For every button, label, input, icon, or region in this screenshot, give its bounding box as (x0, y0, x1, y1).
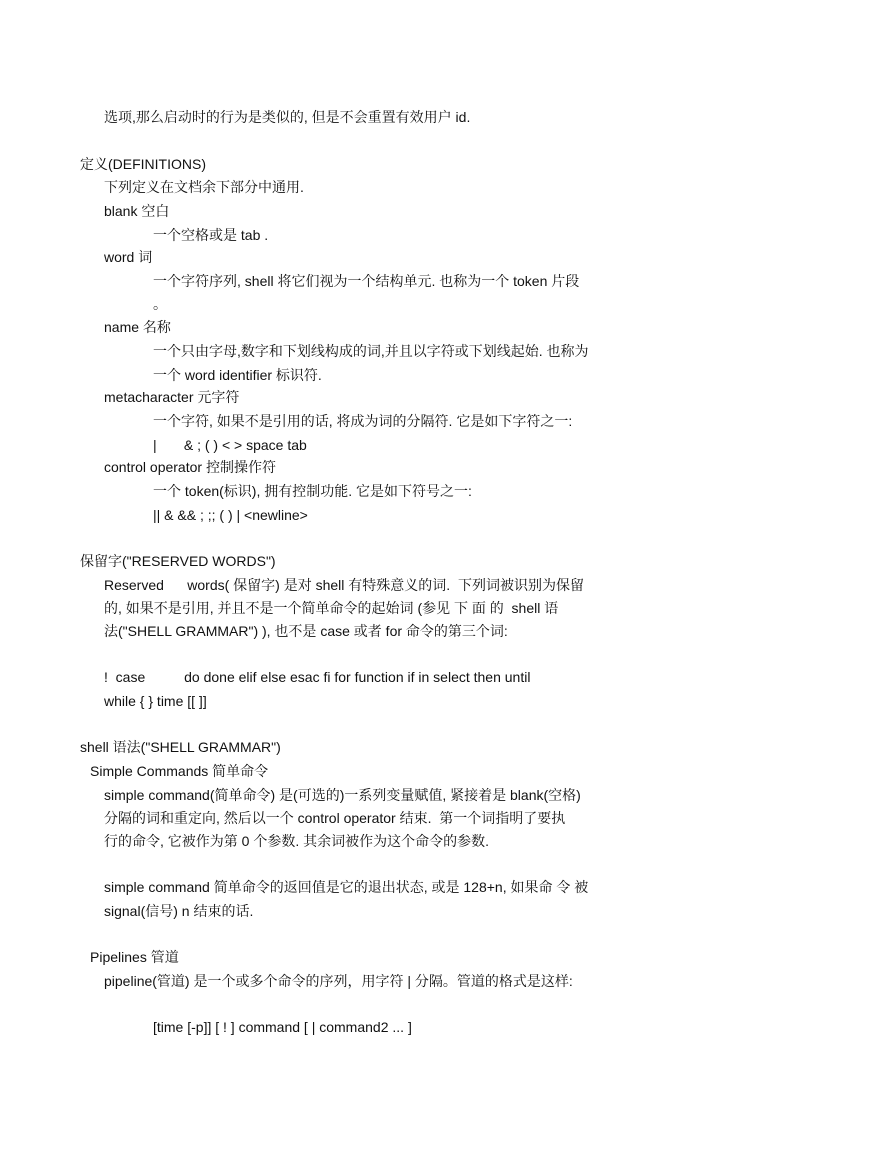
reserved-words-line2: while { } time [[ ]] (104, 693, 207, 709)
reserved-paragraph-line1: Reserved words( 保留字) 是对 shell 有特殊意义的词. 下列词被识别为保留 (104, 577, 584, 593)
definitions-intro: 下列定义在文档余下部分中通用. (104, 179, 304, 195)
term-metacharacter: metacharacter 元字符 (104, 389, 240, 405)
pipelines-line1: pipeline(管道) 是一个或多个命令的序列，用字符 | 分隔。管道的格式是这样: (104, 973, 573, 989)
simple-commands-line2: 分隔的词和重定向, 然后以一个 control operator 结束. 第一个词指明了要执 (104, 810, 566, 826)
simple-commands-line5: signal(信号) n 结束的话. (104, 903, 254, 919)
def-name-line2: 一个 word identifier 标识符. (153, 367, 322, 383)
control-operator-list: || & && ; ;; ( ) | <newline> (153, 507, 308, 523)
term-name: name 名称 (104, 319, 171, 335)
definitions-heading: 定义(DEFINITIONS) (80, 156, 206, 172)
def-word-line2: 。 (153, 296, 167, 312)
metacharacter-list: | & ; ( ) < > space tab (153, 437, 307, 453)
def-name-line1: 一个只由字母,数字和下划线构成的词,并且以字符或下划线起始. 也称为 (153, 343, 589, 359)
reserved-words-line1: ! case do done elif else esac fi for function if in select then until (104, 669, 531, 685)
def-control-operator: 一个 token(标识), 拥有控制功能. 它是如下符号之一: (153, 483, 472, 499)
simple-commands-heading: Simple Commands 简单命令 (90, 763, 269, 779)
pipeline-syntax: [time [-p]] [ ! ] command [ | command2 ... ] (153, 1019, 412, 1035)
term-blank: blank 空白 (104, 203, 170, 219)
intro-line: 选项,那么启动时的行为是类似的, 但是不会重置有效用户 id. (104, 109, 471, 125)
simple-commands-line4: simple command 简单命令的返回值是它的退出状态, 或是 128+n, 如果命 令 被 (104, 879, 589, 895)
def-word-line1: 一个字符序列, shell 将它们视为一个结构单元. 也称为一个 token 片段 (153, 273, 580, 289)
def-metacharacter: 一个字符, 如果不是引用的话, 将成为词的分隔符. 它是如下字符之一: (153, 413, 573, 429)
simple-commands-line3: 行的命令, 它被作为第 0 个参数. 其余词被作为这个命令的参数. (104, 833, 490, 849)
reserved-paragraph-line2: 的, 如果不是引用, 并且不是一个简单命令的起始词 (参见 下 面 的 shell 语 (104, 600, 559, 616)
term-word: word 词 (104, 249, 153, 265)
def-blank: 一个空格或是 tab . (153, 227, 269, 243)
simple-commands-line1: simple command(简单命令) 是(可选的)一系列变量赋值, 紧接着是 blank(空格) (104, 787, 581, 803)
term-control-operator: control operator 控制操作符 (104, 459, 276, 475)
reserved-paragraph-line3: 法("SHELL GRAMMAR") ), 也不是 case 或者 for 命令的第三个词: (104, 623, 508, 639)
pipelines-heading: Pipelines 管道 (90, 949, 179, 965)
reserved-heading: 保留字("RESERVED WORDS") (80, 553, 276, 569)
grammar-heading: shell 语法("SHELL GRAMMAR") (80, 739, 281, 755)
